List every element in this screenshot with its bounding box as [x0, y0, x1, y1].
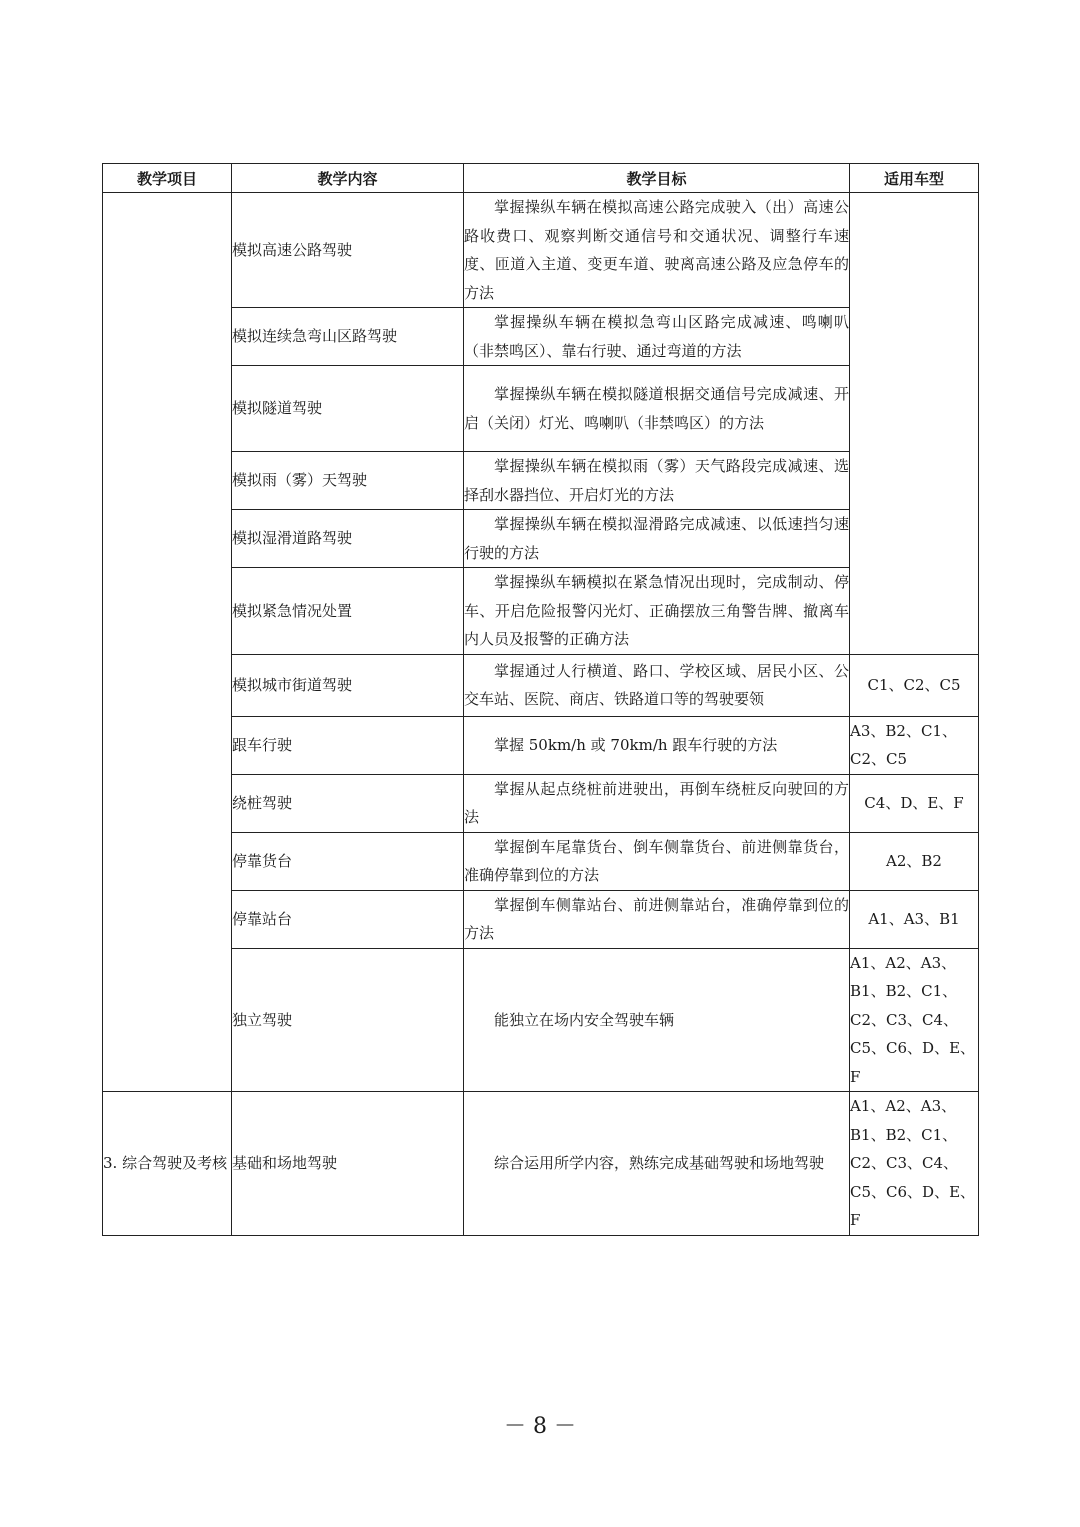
content-cell: 跟车行驶	[232, 716, 464, 774]
table-row	[103, 366, 979, 452]
content-cell: 模拟雨（雾）天驾驶	[232, 452, 464, 510]
goal-cell: 掌握操纵车辆在模拟湿滑路完成减速、以低速挡匀速行驶的方法	[464, 510, 850, 568]
goal-cell: 掌握倒车尾靠货台、倒车侧靠货台、前进侧靠货台，准确停靠到位的方法	[464, 832, 850, 890]
content-cell: 基础和场地驾驶	[232, 1092, 464, 1236]
goal-cell: 掌握 50km/h 或 70km/h 跟车行驶的方法	[464, 716, 850, 774]
goal-cell: 掌握操纵车辆在模拟急弯山区路完成减速、鸣喇叭（非禁鸣区）、靠右行驶、通过弯道的方法	[464, 308, 850, 366]
table-row	[103, 890, 979, 948]
page-number: － 8 －	[504, 1414, 576, 1439]
content-cell: 模拟高速公路驾驶	[232, 193, 464, 308]
vehicle-cell: C4、D、E、F	[850, 774, 979, 832]
table-row	[103, 193, 979, 308]
header-goal: 教学目标	[464, 164, 850, 193]
vehicle-cell-empty	[850, 193, 979, 655]
content-cell: 停靠站台	[232, 890, 464, 948]
goal-cell: 掌握从起点绕桩前进驶出，再倒车绕桩反向驶回的方法	[464, 774, 850, 832]
goal-cell: 掌握操纵车辆模拟在紧急情况出现时，完成制动、停车、开启危险报警闪光灯、正确摆放三角警告牌、撤离车内人员及报警的正确方法	[464, 568, 850, 655]
vehicle-cell: C1、C2、C5	[850, 654, 979, 716]
table-row	[103, 452, 979, 510]
content-cell: 模拟湿滑道路驾驶	[232, 510, 464, 568]
table-row	[103, 774, 979, 832]
vehicle-cell: A2、B2	[850, 832, 979, 890]
vehicle-cell: A1、A3、B1	[850, 890, 979, 948]
header-vehicle: 适用车型	[850, 164, 979, 193]
content-cell: 模拟紧急情况处置	[232, 568, 464, 655]
table-row	[103, 948, 979, 1092]
goal-cell: 掌握倒车侧靠站台、前进侧靠站台，准确停靠到位的方法	[464, 890, 850, 948]
goal-cell: 掌握操纵车辆在模拟雨（雾）天气路段完成减速、选择刮水器挡位、开启灯光的方法	[464, 452, 850, 510]
table-row	[103, 832, 979, 890]
content-cell: 模拟隧道驾驶	[232, 366, 464, 452]
table-row	[103, 716, 979, 774]
content-cell: 绕桩驾驶	[232, 774, 464, 832]
content-cell: 停靠货台	[232, 832, 464, 890]
table-row	[103, 308, 979, 366]
content-cell: 模拟连续急弯山区路驾驶	[232, 308, 464, 366]
goal-cell: 掌握通过人行横道、路口、学校区域、居民小区、公交车站、医院、商店、铁路道口等的驾驶要领	[464, 654, 850, 716]
header-project: 教学项目	[103, 164, 232, 193]
header-content: 教学内容	[232, 164, 464, 193]
vehicle-cell: A1、A2、A3、B1、B2、C1、C2、C3、C4、C5、C6、D、E、F	[850, 1092, 979, 1236]
project-cell: 3. 综合驾驶及考核	[103, 1092, 232, 1236]
table-row	[103, 1092, 979, 1236]
table-header-row	[103, 164, 979, 193]
project-cell-empty	[103, 193, 232, 1092]
content-cell: 模拟城市街道驾驶	[232, 654, 464, 716]
curriculum-table	[102, 163, 979, 1236]
vehicle-cell: A1、A2、A3、B1、B2、C1、C2、C3、C4、C5、C6、D、E、F	[850, 948, 979, 1092]
table-row	[103, 568, 979, 655]
content-cell: 独立驾驶	[232, 948, 464, 1092]
table-row	[103, 510, 979, 568]
table-row	[103, 654, 979, 716]
goal-cell: 掌握操纵车辆在模拟高速公路完成驶入（出）高速公路收费口、观察判断交通信号和交通状况、调整行车速度、匝道入主道、变更车道、驶离高速公路及应急停车的方法	[464, 193, 850, 308]
vehicle-cell: A3、B2、C1、C2、C5	[850, 716, 979, 774]
goal-cell: 综合运用所学内容，熟练完成基础驾驶和场地驾驶	[464, 1092, 850, 1236]
goal-cell: 掌握操纵车辆在模拟隧道根据交通信号完成减速、开启（关闭）灯光、鸣喇叭（非禁鸣区）的方法	[464, 366, 850, 452]
goal-cell: 能独立在场内安全驾驶车辆	[464, 948, 850, 1092]
